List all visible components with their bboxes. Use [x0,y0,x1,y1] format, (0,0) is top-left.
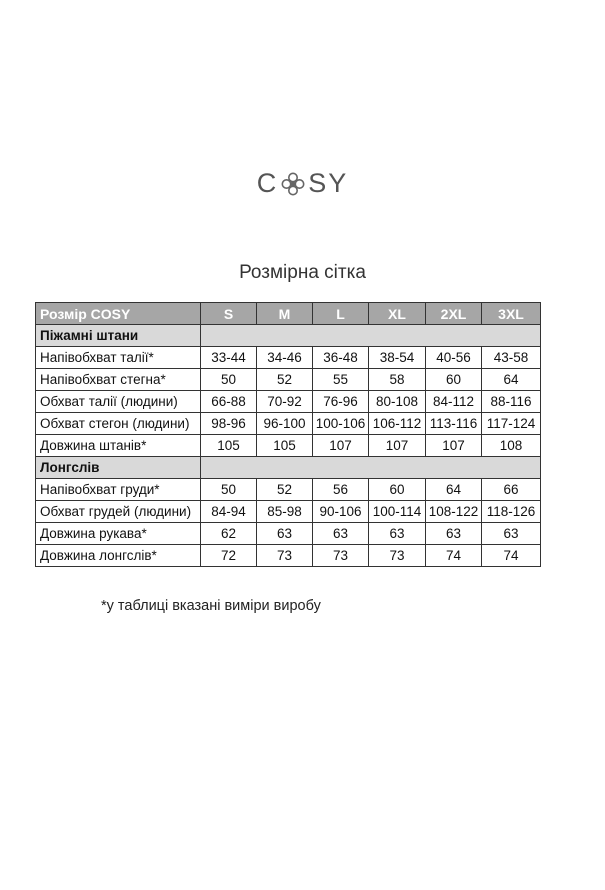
table-row [36,501,541,523]
table-cell: 73 [313,545,369,567]
row-label: Довжина лонгслів* [36,545,201,567]
table-row [36,545,541,567]
size-table [35,302,541,567]
column-header-xl: XL [369,303,426,325]
table-cell: 118-126 [482,501,541,523]
table-cell: 88-116 [482,391,541,413]
table-cell: 63 [313,523,369,545]
table-cell: 64 [482,369,541,391]
table-cell: 50 [201,369,257,391]
brand-logo [0,168,605,199]
table-cell: 108-122 [426,501,482,523]
table-cell: 107 [313,435,369,457]
table-cell: 70-92 [257,391,313,413]
table-cell: 60 [426,369,482,391]
table-cell: 96-100 [257,413,313,435]
column-header-m: M [257,303,313,325]
table-cell: 106-112 [369,413,426,435]
table-cell: 63 [426,523,482,545]
table-row [36,413,541,435]
table-cell: 100-114 [369,501,426,523]
table-cell: 36-48 [313,347,369,369]
table-cell: 74 [482,545,541,567]
table-cell: 64 [426,479,482,501]
column-header-s: S [201,303,257,325]
table-row [36,391,541,413]
table-cell: 72 [201,545,257,567]
table-cell: 63 [369,523,426,545]
section-row [36,325,541,347]
table-row [36,347,541,369]
section-row [36,457,541,479]
table-row [36,479,541,501]
section-title: Лонгслів [36,457,201,479]
table-cell: 56 [313,479,369,501]
table-row [36,369,541,391]
table-cell: 108 [482,435,541,457]
table-cell: 105 [201,435,257,457]
table-cell: 73 [257,545,313,567]
column-header-2xl: 2XL [426,303,482,325]
section-filler [201,325,541,347]
logo-text-left: C [256,168,279,198]
table-cell: 107 [426,435,482,457]
logo-text-right: SY [308,168,349,198]
row-label: Обхват грудей (людини) [36,501,201,523]
table-cell: 33-44 [201,347,257,369]
section-title: Піжамні штани [36,325,201,347]
table-row [36,435,541,457]
row-label: Напівобхват стегна* [36,369,201,391]
row-label: Обхват стегон (людини) [36,413,201,435]
flower-icon [280,171,306,197]
table-cell: 38-54 [369,347,426,369]
row-label: Напівобхват талії* [36,347,201,369]
table-cell: 52 [257,479,313,501]
table-cell: 76-96 [313,391,369,413]
table-cell: 84-94 [201,501,257,523]
section-filler [201,457,541,479]
table-cell: 58 [369,369,426,391]
column-header-3xl: 3XL [482,303,541,325]
page-title: Розмірна сітка [239,262,366,283]
table-cell: 98-96 [201,413,257,435]
row-label: Довжина штанів* [36,435,201,457]
table-row [36,523,541,545]
table-cell: 80-108 [369,391,426,413]
table-cell: 43-58 [482,347,541,369]
row-label: Напівобхват груди* [36,479,201,501]
table-cell: 117-124 [482,413,541,435]
table-cell: 60 [369,479,426,501]
column-header-l: L [313,303,369,325]
table-cell: 63 [482,523,541,545]
table-cell: 73 [369,545,426,567]
table-cell: 66 [482,479,541,501]
row-label: Довжина рукава* [36,523,201,545]
column-header-size: Розмір COSY [36,303,201,325]
table-cell: 52 [257,369,313,391]
table-cell: 34-46 [257,347,313,369]
table-cell: 107 [369,435,426,457]
table-cell: 105 [257,435,313,457]
table-cell: 63 [257,523,313,545]
table-cell: 84-112 [426,391,482,413]
table-cell: 40-56 [426,347,482,369]
table-cell: 85-98 [257,501,313,523]
table-cell: 90-106 [313,501,369,523]
row-label: Обхват талії (людини) [36,391,201,413]
table-cell: 74 [426,545,482,567]
table-cell: 55 [313,369,369,391]
table-cell: 113-116 [426,413,482,435]
footnote: *у таблиці вказані виміри виробу [101,598,321,614]
table-cell: 50 [201,479,257,501]
table-cell: 100-106 [313,413,369,435]
table-cell: 62 [201,523,257,545]
table-header-row [36,303,541,325]
table-cell: 66-88 [201,391,257,413]
